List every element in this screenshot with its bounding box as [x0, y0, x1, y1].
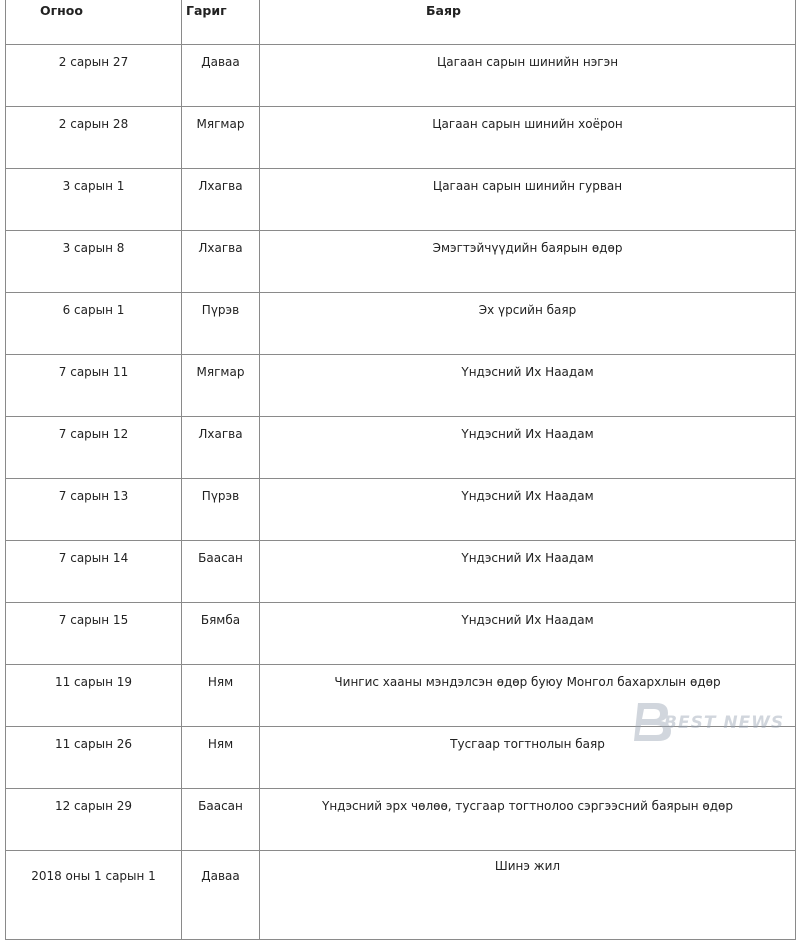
table-row [6, 727, 796, 789]
cell-event: Тусгаар тогтнолын баяр [260, 727, 796, 789]
cell-event: Үндэсний Их Наадам [260, 417, 796, 479]
table-row [6, 355, 796, 417]
table-row [6, 169, 796, 231]
cell-day: Мягмар [182, 107, 260, 169]
header-event: Баяр [260, 0, 796, 45]
table-row [6, 851, 796, 940]
cell-event: Үндэсний Их Наадам [260, 541, 796, 603]
cell-date: 3 сарын 8 [6, 231, 182, 293]
cell-date: 11 сарын 26 [6, 727, 182, 789]
cell-day: Бямба [182, 603, 260, 665]
cell-event: Цагаан сарын шинийн гурван [260, 169, 796, 231]
table-row [6, 45, 796, 107]
table-row [6, 479, 796, 541]
cell-event: Эмэгтэйчүүдийн баярын өдөр [260, 231, 796, 293]
cell-event: Үндэсний Их Наадам [260, 479, 796, 541]
cell-date: 11 сарын 19 [6, 665, 182, 727]
table-row [6, 541, 796, 603]
cell-date: 7 сарын 15 [6, 603, 182, 665]
cell-date: 3 сарын 1 [6, 169, 182, 231]
watermark-text: BEST NEWS [664, 713, 785, 733]
cell-day: Пүрэв [182, 293, 260, 355]
cell-day: Баасан [182, 541, 260, 603]
cell-event: Эх үрсийн баяр [260, 293, 796, 355]
cell-event: Цагаан сарын шинийн хоёрон [260, 107, 796, 169]
table-row [6, 107, 796, 169]
cell-event: Шинэ жил [260, 851, 796, 940]
cell-day: Ням [182, 727, 260, 789]
cell-day: Даваа [182, 45, 260, 107]
cell-day: Баасан [182, 789, 260, 851]
cell-day: Ням [182, 665, 260, 727]
cell-date: 7 сарын 11 [6, 355, 182, 417]
cell-date: 2 сарын 28 [6, 107, 182, 169]
cell-event: Цагаан сарын шинийн нэгэн [260, 45, 796, 107]
cell-event: Чингис хааны мэндэлсэн өдөр буюу Монгол бахархлын өдөр [260, 665, 796, 727]
cell-event: Үндэсний Их Наадам [260, 603, 796, 665]
cell-day: Лхагва [182, 231, 260, 293]
table-row [6, 665, 796, 727]
cell-date: 7 сарын 13 [6, 479, 182, 541]
table-header-row [6, 0, 796, 45]
table-row [6, 293, 796, 355]
cell-date: 2 сарын 27 [6, 45, 182, 107]
cell-day: Лхагва [182, 169, 260, 231]
cell-date: 12 сарын 29 [6, 789, 182, 851]
header-day: Гариг [182, 0, 260, 45]
cell-day: Пүрэв [182, 479, 260, 541]
cell-date: 2018 оны 1 сарын 1 [6, 851, 182, 940]
table-row [6, 789, 796, 851]
cell-day: Мягмар [182, 355, 260, 417]
table-row [6, 231, 796, 293]
table-row [6, 603, 796, 665]
cell-event: Үндэсний эрх чөлөө, тусгаар тогтнолоо сэргээсний баярын өдөр [260, 789, 796, 851]
cell-date: 7 сарын 14 [6, 541, 182, 603]
holidays-table [5, 0, 796, 940]
cell-event: Үндэсний Их Наадам [260, 355, 796, 417]
cell-date: 6 сарын 1 [6, 293, 182, 355]
cell-date: 7 сарын 12 [6, 417, 182, 479]
cell-day: Лхагва [182, 417, 260, 479]
table-row [6, 417, 796, 479]
header-date: Огноо [6, 0, 182, 45]
cell-day: Даваа [182, 851, 260, 940]
